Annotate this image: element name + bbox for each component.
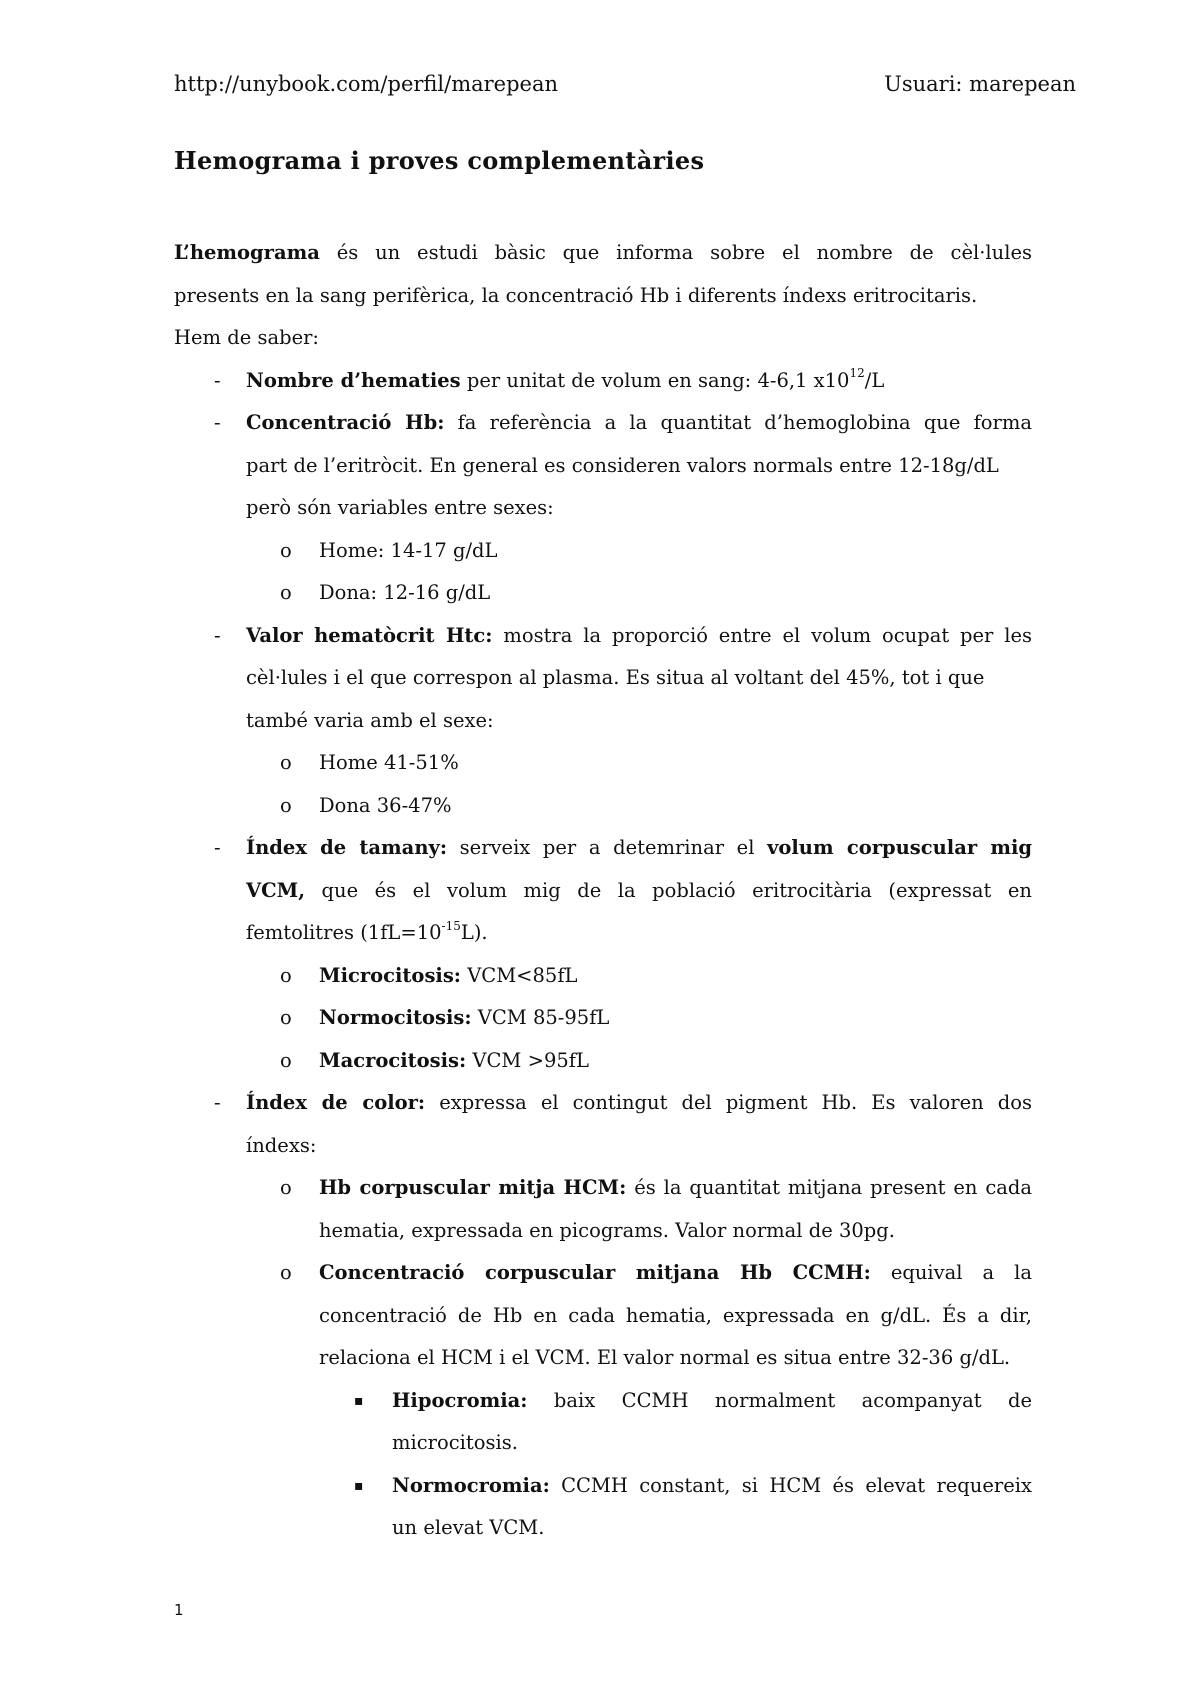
sublist-item-ccmh-line-2: concentració de Hb en cada hematia, expressada en g/dL. És a dir, xyxy=(319,1303,1032,1327)
subsublist-item-hipocromia: ▪ Hipocromia: baix CCMH normalment acompanyat de xyxy=(174,1380,1032,1423)
intro-line-2: presents en la sang perifèrica, la concentració Hb i diferents índexs eritrocitaris. xyxy=(174,283,978,307)
square-bullet: ▪ xyxy=(354,1392,364,1409)
header-url: http://unybook.com/perfil/marepean xyxy=(174,72,559,96)
sublist-item-normocitosis: o Normocitosis: VCM 85-95fL xyxy=(174,997,1032,1040)
sublist-item-hb-dona: o Dona: 12-16 g/dL xyxy=(174,572,1032,615)
list-item-tamany-line-2: VCM, que és el volum mig de la població eritrocitària (expressat en xyxy=(246,878,1032,902)
subsublist-item-normocromia-line-2: un elevat VCM. xyxy=(392,1516,545,1539)
header-user: Usuari: marepean xyxy=(884,72,1076,96)
list-item-tamany-line-3: femtolitres $(1fL=10^{-15}L)$. xyxy=(246,918,488,944)
list-item-color: - Índex de color: expressa el contingut del pigment Hb. Es valoren dos xyxy=(174,1082,1032,1125)
circle-bullet: o xyxy=(280,1048,292,1072)
intro-line-3: Hem de saber: xyxy=(174,326,320,349)
circle-bullet: o xyxy=(280,751,292,774)
dash-bullet: - xyxy=(214,623,221,647)
list-item-htc: - Valor hematòcrit Htc: mostra la proporció entre el volum ocupat per les xyxy=(174,615,1032,658)
sublist-item-htc-dona: o Dona 36-47% xyxy=(174,785,1032,828)
document-body xyxy=(174,232,1032,1550)
sublist-item-hcm: o Hb corpuscular mitja HCM: és la quantitat mitjana present en cada xyxy=(174,1167,1032,1210)
square-bullet: ▪ xyxy=(354,1477,364,1494)
sublist-item-microcitosis: o Microcitosis: VCM<85fL xyxy=(174,955,1032,998)
circle-bullet: o xyxy=(280,793,292,817)
list-item-hb-line-3: però són variables entre sexes: xyxy=(246,496,554,519)
list-item-color-line-2: índexs: xyxy=(246,1133,317,1157)
circle-bullet: o xyxy=(280,538,292,562)
sublist-item-hcm-line-2: hematia, expressada en picograms. Valor normal de 30pg. xyxy=(319,1218,895,1242)
page-header xyxy=(174,72,1076,106)
subsublist-item-normocromia: ▪ Normocromia: CCMH constant, si HCM és elevat requereix xyxy=(174,1465,1032,1508)
list-item-nombre: - Nombre d’hematies per unitat de volum en sang: 4-6,1 $x10^{12}/L$ xyxy=(174,360,1032,403)
dash-bullet: - xyxy=(214,1091,221,1114)
dash-bullet: - xyxy=(214,368,221,392)
sublist-item-macrocitosis: o Macrocitosis: VCM >95fL xyxy=(174,1040,1032,1083)
sublist-item-hb-home: o Home: 14-17 g/dL xyxy=(174,530,1032,573)
intro-term: L’hemograma xyxy=(174,241,320,264)
subsublist-item-hipocromia-line-2: microcitosis. xyxy=(392,1431,518,1454)
dash-bullet: - xyxy=(214,836,221,859)
list-item-htc-line-3: també varia amb el sexe: xyxy=(246,708,494,732)
dash-bullet: - xyxy=(214,411,221,434)
intro-line-1: L’hemograma és un estudi bàsic que informa sobre el nombre de cèl·lules xyxy=(174,241,1032,264)
page-title: Hemograma i proves complementàries xyxy=(174,146,705,175)
circle-bullet: o xyxy=(280,963,292,987)
circle-bullet: o xyxy=(280,1176,292,1199)
circle-bullet: o xyxy=(280,1006,292,1029)
list-item-hb-line-2: part de l’eritròcit. En general es consideren valors normals entre 12-18g/dL xyxy=(246,453,999,477)
list-item-hb: - Concentració Hb: fa referència a la quantitat d’hemoglobina que forma xyxy=(174,402,1032,445)
sublist-item-ccmh-line-3: relaciona el HCM i el VCM. El valor normal es situa entre 32-36 g/dL. xyxy=(319,1346,1011,1369)
sublist-item-htc-home: o Home 41-51% xyxy=(174,742,1032,785)
list-item-htc-line-2: cèl·lules i el que correspon al plasma. Es situa al voltant del 45%, tot i que xyxy=(246,666,985,689)
page-number: 1 xyxy=(174,1601,184,1619)
circle-bullet: o xyxy=(280,1261,292,1284)
circle-bullet: o xyxy=(280,581,292,604)
sublist-item-ccmh: o Concentració corpuscular mitjana Hb CCMH: equival a la xyxy=(174,1252,1032,1295)
list-item-tamany: - Índex de tamany: serveix per a detemrinar el volum corpuscular mig xyxy=(174,827,1032,870)
